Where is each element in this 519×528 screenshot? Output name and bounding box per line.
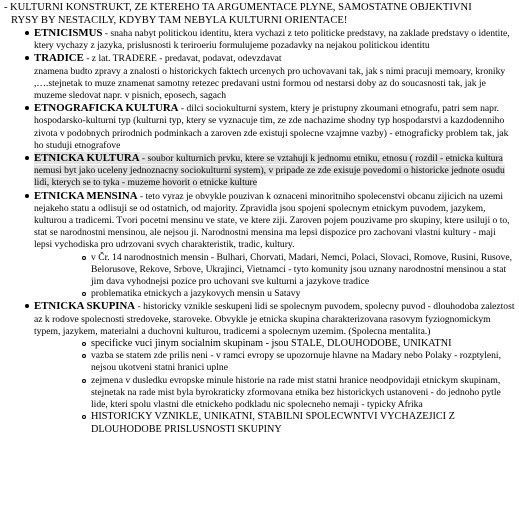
sub-list	[34, 338, 515, 436]
bullet-icon	[25, 304, 29, 308]
term-definition: - snaha nabyt politickou identitu, ktera vychazi z teto politicke predstavy, na zaklade predstavy o identite, ktery vychazy z jazyka, prislusnosti k teriroeriu formulujeme pozadavky na nejakou politickou identitu	[34, 28, 510, 52]
sub-item-text: specificke vuci jinym socialnim skupinam - jsou STALE, DLOUHODOBE, UNIKATNI	[91, 338, 452, 350]
bullet-icon	[25, 56, 29, 60]
bullet-icon	[25, 156, 29, 160]
bullet-icon	[25, 194, 29, 198]
sub-list-item	[49, 375, 515, 412]
sub-item-text: vazba se statem zde prilis neni - v ramci evropy se upozornuje hlavne na Madary nebo Polaky - rozptyleni, nejsou ukotveni statni hranici uplne	[91, 350, 501, 374]
circle-bullet-icon	[82, 415, 86, 419]
list-item-etnicka-kultura	[4, 152, 515, 190]
sub-item-text: v Čr. 14 narodnostnich mensin - Bulhari, Chorvati, Madari, Nemci, Polaci, Slovaci, Romove, Rusini, Rusove, Belorusove, Rekove, Srbove, Ukrajinci, Vietnamci - tyto komunity jsou uznany narodnostni mensinou a stat jim dava vyhodnejsi pozice pro uchovani sve kulturni a jazykove tradice	[91, 251, 513, 288]
sub-list-item	[49, 252, 515, 289]
sub-item-text: zejmena v dusledku evropske minule historie na rade mist statni hranice neodpovidaji etnickym skupinam, stejnetak na rade mist byla byrokraticky zformovana etnika bez historickych ustanoveni - do jednoho pytle lide, kteri spolu vlastni dle etnickeho podkladu nic spolecneho nemaji - typicky Afrika	[91, 374, 501, 411]
term-heading: ETNICKA MENSINA	[34, 189, 138, 202]
sub-item-text: HISTORICKY VZNIKLE, UNIKATNI, STABILNI SPOLECWNTVI VYCHAZEJICI Z DLOUHODOBE PRISLUSNOSTI SKUPINY	[91, 411, 455, 435]
circle-bullet-icon	[82, 342, 86, 346]
term-definition: - soubor kulturnich prvku, ktere se vztahuji k jednomu etniku, etnosu ( rozdil - etnicka kultura nemusi byt jako uceleny jednoznacny sociokulturni system), v pripade ze zde exisuje povedomi o historicke jednote osudu lidi, kterych se to tyka - muzeme hovorit o etnicke kulture	[34, 153, 505, 189]
term-definition: - z lat. TRADERE - predavat, podavat, odevzdavat	[83, 53, 282, 65]
term-heading: ETNICISMUS	[34, 27, 103, 39]
term-heading: ETNICKA SKUPINA	[34, 300, 136, 313]
bullet-icon	[25, 31, 29, 35]
circle-bullet-icon	[82, 292, 86, 296]
sub-list-item	[49, 350, 515, 374]
sub-item-text: problematika etnickych a jazykovych mensin u Satavy	[91, 288, 301, 300]
intro-line-1: KULTURNI KONSTRUKT, ZE KTEREHO TA ARGUMENTACE PLYNE, SAMOSTATNE OBJEKTIVNI	[10, 2, 472, 13]
term-definition-continued: znamena budto zpravy a znalosti o historickych faktech urcenych pro uchovavani tak, jak s nimi pracuji memoary, kroniky ,….stejnetak to muze znamenat samotny retezec predavani ustni formou od nestarsi doby az do soucasnosti tak, jak je muzeme sledovat napr. v pisnich, eposech, sagach	[34, 65, 506, 102]
list-item-etnicismus	[4, 27, 515, 52]
term-definition: - dilci sociokulturni system, ktery je pristupny zkoumani etnografu, patri sem napr. hospodarsko-kulturni typ (kulturni typ, ktery se vyznacuje tim, ze zde nachazime shodny typ hospodarstvi a kazdodenniho zivota v podobnych prirodnich podminkach a zaroven zde existuji spolecne vzajmne vazby) - etnograficky problem tak, jak ho studuji etnografove	[34, 103, 509, 151]
list-item-tradice	[4, 52, 515, 102]
list-item-etnicka-mensina	[4, 190, 515, 301]
term-heading: ETNICKA KULTURA	[34, 152, 140, 165]
intro-paragraph: - KULTURNI KONSTRUKT, ZE KTEREHO TA ARGUMENTACE PLYNE, SAMOSTATNE OBJEKTIVNI RYSY BY NESTACILY, KDYBY TAM NEBYLA KULTURNI ORIENTACE!	[4, 1, 515, 27]
sub-list-item	[49, 338, 515, 350]
sub-list-item	[49, 411, 515, 435]
list-item-etnicka-skupina	[4, 300, 515, 435]
bullet-icon	[25, 106, 29, 110]
intro-line-2: RYSY BY NESTACILY, KDYBY TAM NEBYLA KULTURNI ORIENTACE!	[11, 15, 348, 26]
term-definition: - historicky vznikle seskupeni lidi se spolecnym puvodem, spolecny puvod - dlouhodoba zaleztost az k rodove spolecnosti stredoveke, staroveke. Obvykle je etnicka skupina charakterizovana rasovym fyziognomickym typem, jazykem, materialni a duchovni kulturou, tradicemi a spolecnym uzemim. (Spolecna mentalita.)	[34, 301, 515, 337]
term-definition: - teto vyraz je obvykle pouzivan k oznaceni minoritniho spolecenstvi obcanu zijicich na uzemi nejakeho statu a odlisuji se od ostatnich, od majority. Zpravidla jsou spojeni spolecnym etnickym puvodem, jazykem, kulturou a tradicemi. Tvori pocetni mensinu ve state, ve ktere ziji. Zaroven pojem pouzivame pro skupiny, ktere usiluji o to, stat se narodnostni mensinou, ale nejsou ji. Narodnostni mensina ma lepsi dispozice pro zachovani vlastni kultury - maji lepsi vychodiska pro udrzovani svych charakteristik, tradic, kultury.	[34, 190, 510, 251]
term-heading: TRADICE	[34, 52, 84, 65]
term-heading: ETNOGRAFICKA KULTURA	[34, 102, 179, 115]
term-list	[4, 27, 515, 436]
circle-bullet-icon	[82, 256, 86, 260]
sub-list	[34, 252, 515, 301]
sub-list-item	[49, 288, 515, 300]
list-item-etnograficka-kultura	[4, 102, 515, 152]
circle-bullet-icon	[82, 354, 86, 358]
circle-bullet-icon	[82, 379, 86, 383]
